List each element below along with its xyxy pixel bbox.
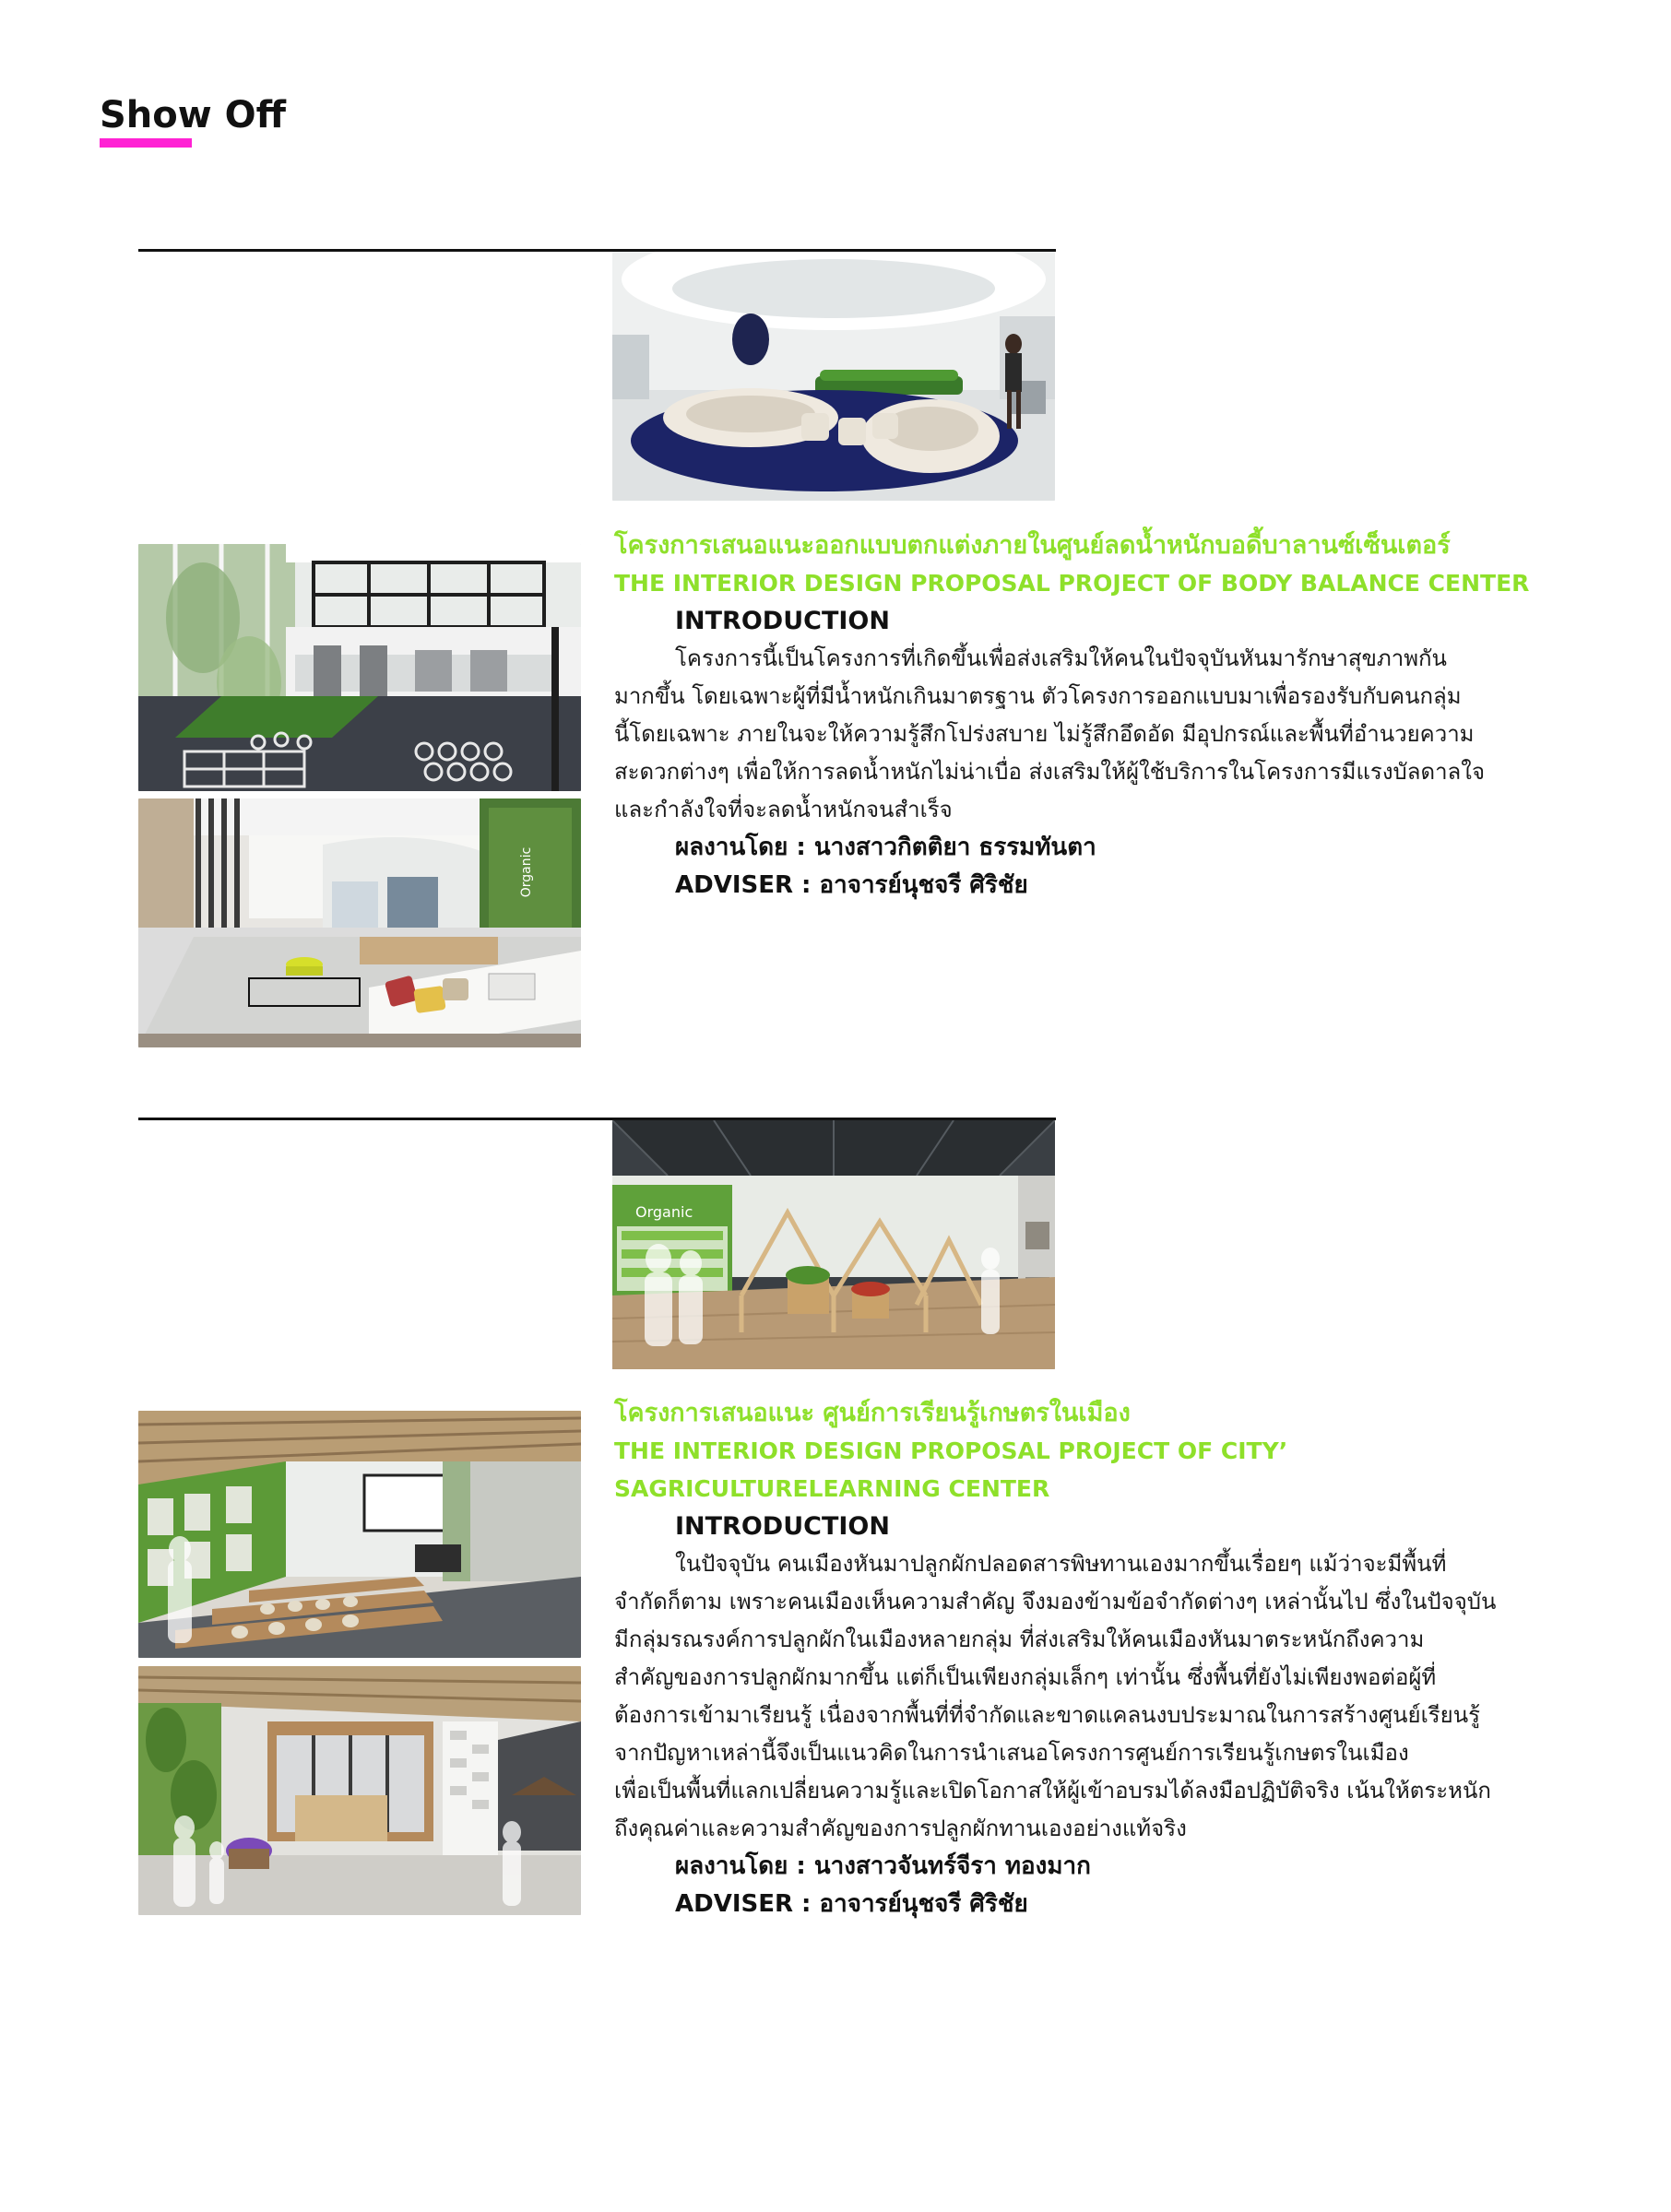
project-2-body-line: มีกลุ่มรณรงค์การปลูกผักในเมืองหลายกลุ่ม ที่ส่งเสริมให้คนเมืองหันมาตระหนักถึงความ (614, 1626, 1425, 1652)
project-1-body (614, 640, 1536, 829)
project-2-text (614, 1394, 1536, 1923)
project-2-market-render (612, 1120, 1055, 1369)
project-2-body-line: ถึงคุณค่าและความสำคัญของการปลูกผักทานเองอย่างแท้จริง (614, 1816, 1187, 1841)
project-2-body-line: ในปัจจุบัน คนเมืองหันมาปลูกผักปลอดสารพิษทานเองมากขึ้นเรื่อยๆ แม้ว่าจะมีพื้นที่ (675, 1551, 1447, 1577)
project-1-body-line: สะดวกต่างๆ เพื่อให้การลดน้ำหนักไม่น่าเบื่อ ส่งเสริมให้ผู้ใช้บริการในโครงการมีแรงบัลดาลใจ (614, 759, 1486, 785)
project-1-reception-render (138, 798, 581, 1047)
project-2-intro-label: INTRODUCTION (675, 1512, 890, 1541)
project-1-text (614, 526, 1536, 905)
project-2-body-line: จำกัดก็ตาม เพราะคนเมืองเห็นความสำคัญ จึงมองข้ามข้อจำกัดต่างๆ เหล่านั้นไป ซึ่งในปัจจุบัน (614, 1589, 1497, 1615)
project-2-author: ผลงานโดย : นางสาวจันทร์จีรา ทองมาก (675, 1852, 1091, 1880)
project-1-body-line: มากขึ้น โดยเฉพาะผู้ที่มีน้ำหนักเกินมาตรฐาน ตัวโครงการออกแบบมาเพื่อรองรับกับคนกลุ่ม (614, 683, 1462, 709)
project-1-intro-label: INTRODUCTION (675, 607, 890, 635)
project-2-adviser: ADVISER : อาจารย์นุชจรี ศิริชัย (675, 1890, 1028, 1918)
project-2-body-line: เพื่อเป็นพื้นที่แลกเปลี่ยนความรู้และเปิดโอกาสให้ผู้เข้าอบรมได้ลงมือปฏิบัติจริง เน้นให้ตระหนัก (614, 1778, 1491, 1804)
project-2-title-en-line-1: THE INTERIOR DESIGN PROPOSAL PROJECT OF CITY’ (614, 1437, 1288, 1464)
project-2-body (614, 1545, 1536, 1848)
project-2-title-th: โครงการเสนอแนะ ศูนย์การเรียนรู้เกษตรในเมือง (614, 1399, 1131, 1427)
project-1-body-line: และกำลังใจที่จะลดน้ำหนักจนสำเร็จ (614, 797, 953, 822)
project-1-lounge-render (612, 252, 1055, 501)
project-2-body-line: สำคัญของการปลูกผักมากขึ้น แต่ก็เป็นเพียงกลุ่มเล็กๆ เท่านั้น ซึ่งพื้นที่ยังไม่เพียงพอต่อผู้ที่ (614, 1664, 1437, 1690)
project-2-office-render (138, 1666, 581, 1915)
project-1-title-en: THE INTERIOR DESIGN PROPOSAL PROJECT OF BODY BALANCE CENTER (614, 570, 1530, 597)
project-1-body-line: นี้โดยเฉพาะ ภายในจะให้ความรู้สึกโปร่งสบาย ไม่รู้สึกอึดอัด มีอุปกรณ์และพื้นที่อำนวยความ (614, 721, 1475, 747)
project-2-title-en-line-2: SAGRICULTURELEARNING CENTER (614, 1475, 1050, 1502)
project-2-classroom-render (138, 1411, 581, 1658)
reception-sign-text: Organic (519, 846, 534, 898)
section-heading-underline (100, 138, 192, 148)
project-1-title-th: โครงการเสนอแนะออกแบบตกแต่งภายในศูนย์ลดน้ำหนักบอดี้บาลานซ์เซ็นเตอร์ (614, 531, 1451, 560)
project-1-gym-render (138, 544, 581, 791)
section-heading: Show Off (100, 94, 287, 136)
project-1-author: ผลงานโดย : นางสาวกิตติยา ธรรมทันตา (675, 834, 1096, 861)
project-2-body-line: ต้องการเข้ามาเรียนรู้ เนื่องจากพื้นที่ที่จำกัดและขาดแคลนงบประมาณในการสร้างศูนย์เรียนรู้ (614, 1702, 1481, 1728)
project-2-body-line: จากปัญหาเหล่านี้จึงเป็นแนวคิดในการนำเสนอโครงการศูนย์การเรียนรู้เกษตรในเมือง (614, 1740, 1409, 1766)
project-1-adviser: ADVISER : อาจารย์นุชจรี ศิริชัย (675, 871, 1028, 899)
market-sign-text: Organic (635, 1203, 693, 1221)
project-1-body-line: โครงการนี้เป็นโครงการที่เกิดขึ้นเพื่อส่งเสริมให้คนในปัจจุบันหันมารักษาสุขภาพกัน (675, 645, 1447, 671)
